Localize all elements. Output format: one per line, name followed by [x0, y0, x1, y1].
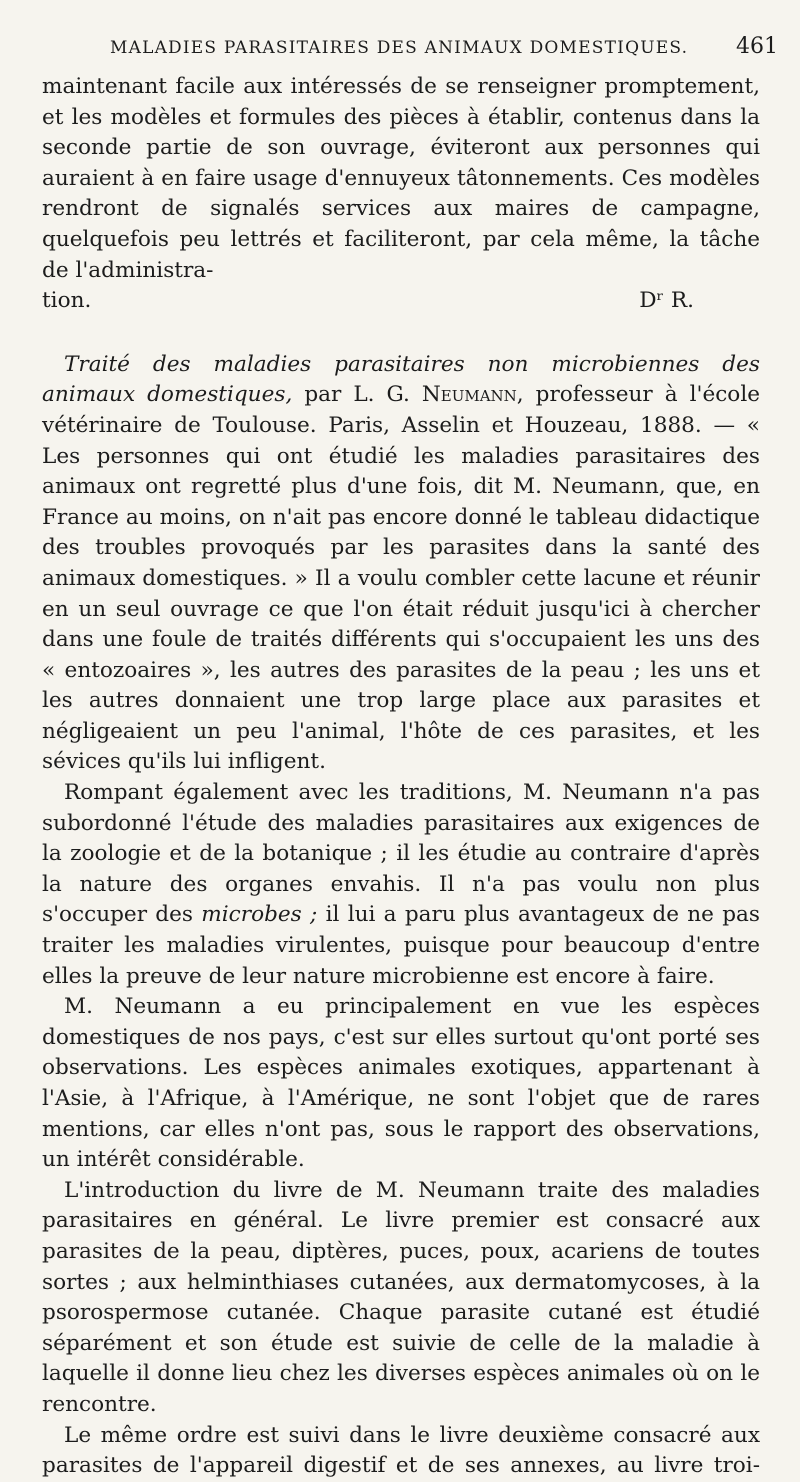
paragraph-text: Rompant également avec les traditions, M. Neumann n'a pas subordonné l'étude des maladies parasitaires aux exigences de la zoologie et de la botanique ; il les étudie au contraire d'après la nature des organes envahis. Il n'a pas voulu non plus s'occuper des: [42, 780, 760, 928]
emphasis: microbes ;: [201, 902, 318, 928]
page-number: 461: [736, 34, 778, 59]
book-title: Traité des maladies parasitaires non microbiennes des animaux domestiques,: [42, 351, 760, 408]
paragraph: [42, 1176, 760, 1421]
paragraph-text: maintenant facile aux intéressés de se renseigner promptement, et les modèles et formules des pièces à établir, contenus dans la seconde partie de son ouvrage, éviteront aux personnes qui auraient à en faire usage d'ennuyeux tâtonnements. Ces modèles rendront de signalés services aux maires de campagne, quelquefois peu lettrés et faciliteront, par cela même, la tâche de l'administra-: [42, 74, 760, 283]
section-gap: [42, 317, 760, 350]
paragraph: [42, 778, 760, 992]
last-word: tion.: [42, 288, 92, 314]
paragraph-continued: [42, 72, 760, 286]
paragraph: [42, 1421, 760, 1482]
paragraph-text: il lui a paru plus avantageux de ne pas traiter les maladies virulentes, puisque pour beaucoup d'entre elles la preuve de leur nature microbienne est encore à faire.: [42, 902, 761, 989]
author-name: Neumann: [421, 382, 517, 408]
paragraph-text: M. Neumann a eu principalement en vue les espèces domestiques de nos pays, c'est sur elles surtout qu'ont porté ses observations. Les espèces animales exotiques, appartenant à l'Asie, à l'Afrique, à l'Amérique, ne sont l'objet que de rares mentions, car elles n'ont pas, sous le rapport des observations, un intérêt considérable.: [42, 994, 760, 1173]
paragraph-text: L'introduction du livre de M. Neumann traite des maladies parasitaires en général. Le livre premier est consacré aux parasites de la peau, diptères, puces, poux, acariens de toutes sortes ; aux helminthiases cutanées, aux dermatomycoses, à la psorospermose cutanée. Chaque parasite cutané est étudié séparément et son étude est suivie de celle de la maladie à laquelle il donne lieu chez les diverses espèces animales où on le rencontre.: [42, 1177, 760, 1417]
running-title: MALADIES PARASITAIRES DES ANIMAUX DOMESTIQUES.: [110, 38, 689, 58]
body-text: [42, 72, 760, 1482]
signature: Dʳ R.: [639, 288, 694, 314]
paragraph: [42, 992, 760, 1176]
by-text: par L. G.: [292, 382, 422, 408]
signature-line: [42, 286, 760, 317]
paragraph-text: Le même ordre est suivi dans le livre deuxième consacré aux parasites de l'appareil digestif et de ses annexes, au livre troi-: [42, 1422, 760, 1479]
running-head: [110, 34, 778, 59]
review-text: , professeur à l'école vétérinaire de Toulouse. Paris, Asselin et Houzeau, 1888. — « Les personnes qui ont étudié les maladies parasitaires des animaux ont regretté plus d'une fois, dit M. Neumann, que, en France au moins, on n'ait pas encore donné le tableau didactique des troubles provoqués par les parasites dans la santé des animaux domestiques. » Il a voulu combler cette lacune et réunir en un seul ouvrage ce que l'on était réduit jusqu'ici à chercher dans une foule de traités différents qui s'occupaient les uns des « entozoaires », les autres des parasites de la peau ; les uns et les autres donnaient une trop large place aux parasites et négligeaient un peu l'animal, l'hôte de ces parasites, et les sévices qu'ils lui infligent.: [42, 382, 760, 775]
review-paragraph: [42, 350, 760, 778]
